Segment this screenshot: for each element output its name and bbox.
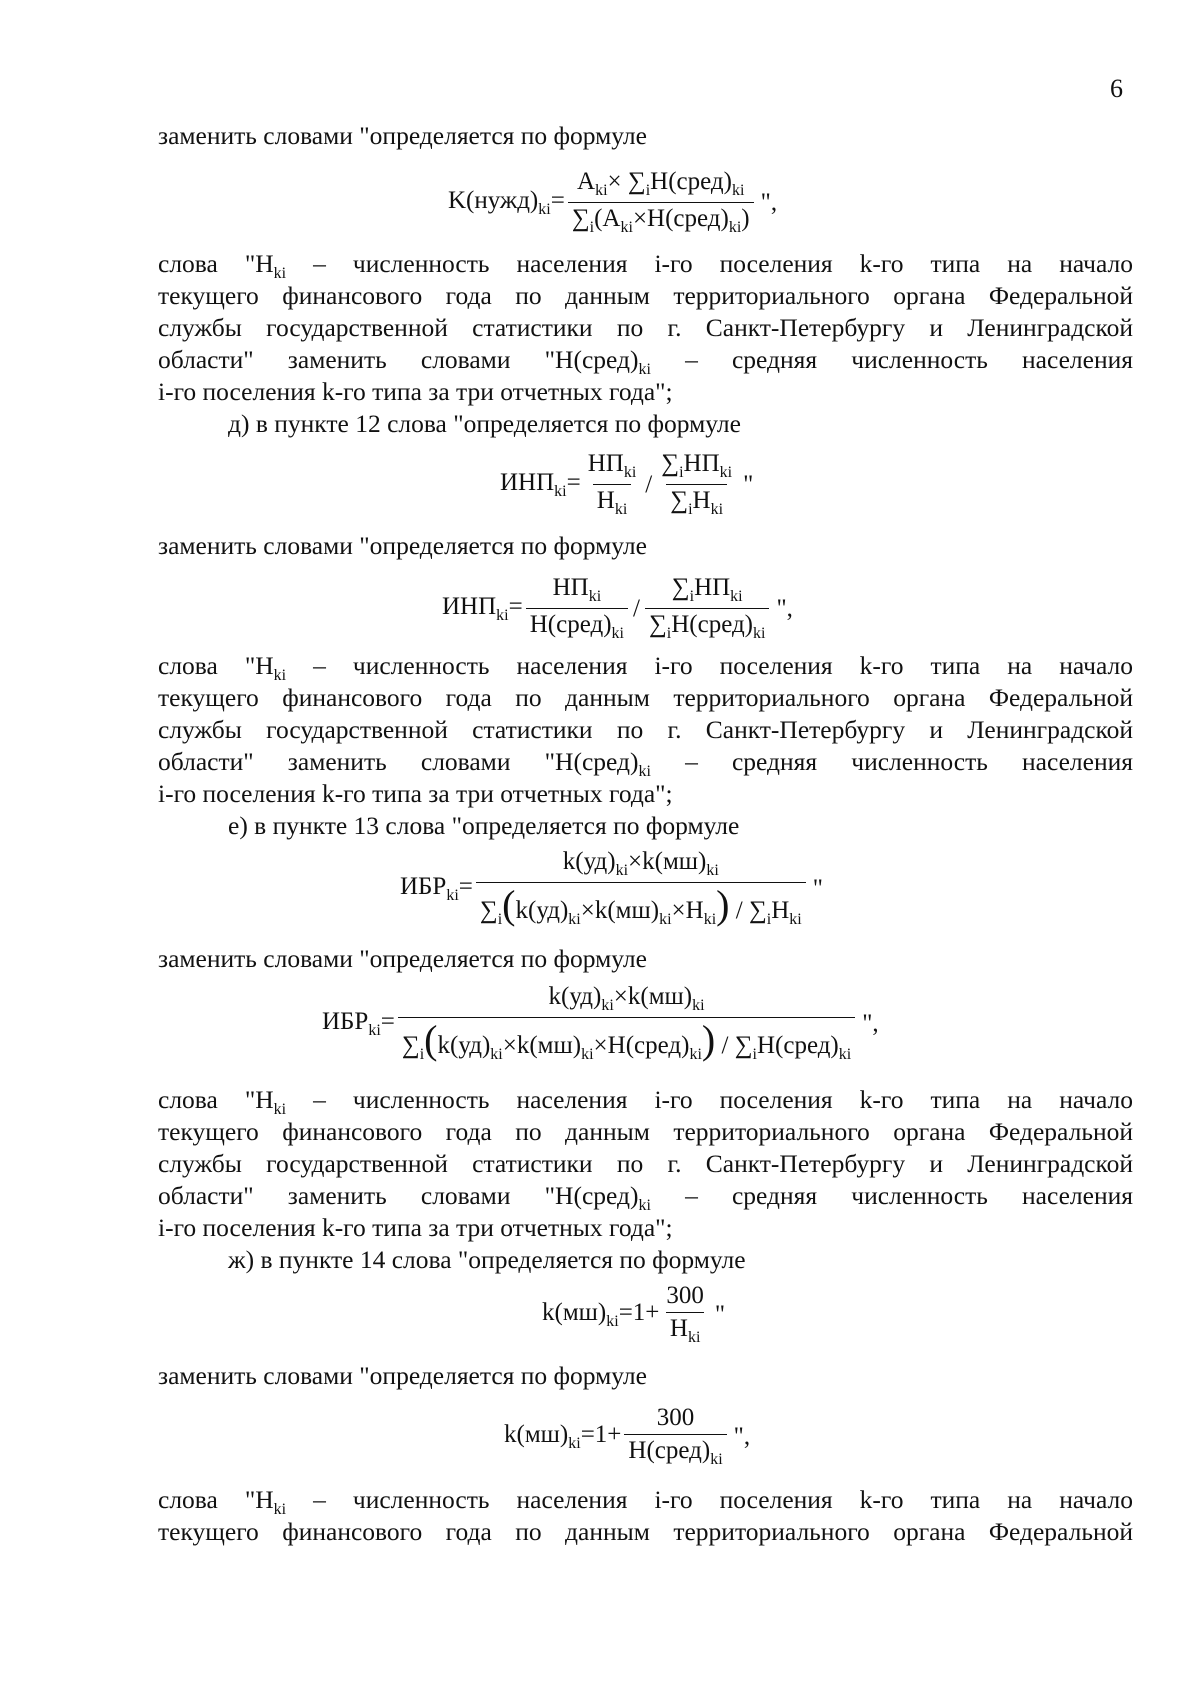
text-line: i-го поселения k-го типа за три отчетных года"; <box>158 1213 673 1242</box>
text-line: ж) в пункте 14 слова "определяется по формуле <box>228 1245 746 1274</box>
text-line: службы государственной статистики по г. Санкт-Петербургу и Ленинградской <box>158 313 1133 342</box>
text-line: текущего финансового года по данным территориального органа Федеральной <box>158 1517 1133 1546</box>
formula-inp-old: $ИНП_{ki}=$ $\frac{НП_{ki}}{Н_{ki}}$ / $\frac{\sum_iНП_{ki}}{\sum_iН_{ki}}$ " <box>500 450 754 518</box>
text-line: службы государственной статистики по г. Санкт-Петербургу и Ленинградской <box>158 1149 1133 1178</box>
text-line: д) в пункте 12 слова "определяется по формуле <box>228 409 741 438</box>
fraction: $\frac{A_{ki}\times \sum_iН(сред)_{ki}}{\sum_i(A_{ki}\times Н(сред)_{ki})}$ <box>568 168 754 237</box>
text-line: слова "$Н_{ki}$ – численность населения i-го поселения k-го типа на начало <box>158 1485 1134 1519</box>
text-line: i-го поселения k-го типа за три отчетных года"; <box>158 779 673 808</box>
text-line: заменить словами "определяется по формуле <box>158 531 647 560</box>
text-line: заменить словами "определяется по формуле <box>158 944 647 973</box>
formula-ibr-new: $ИБР_{ki}=$ $\frac{k(уд)_{ki}\times k(мш)_{ki}}{\sum_i(k(уд)_{ki}\times k(мш)_{ki}\times Н(сред)_{ki}) / \sum_iН(сред)_{ki}}$ ", <box>322 983 879 1063</box>
text-line: текущего финансового года по данным территориального органа Федеральной <box>158 683 1133 712</box>
text-line: i-го поселения k-го типа за три отчетных года"; <box>158 377 673 406</box>
formula-lhs: $K(нужд)_{ki}=$ <box>448 186 565 218</box>
formula-kmsh-new: $k(мш)_{ki}=1+$ $\frac{300}{Н(сред)_{ki}}$ ", <box>504 1404 751 1468</box>
formula-k-nuzhd: $K(нужд)_{ki}=$ $\frac{A_{ki}\times \sum_iН(сред)_{ki}}{\sum_i(A_{ki}\times Н(сред)_{ki})}$ ", <box>448 168 778 236</box>
formula-kmsh-old: $k(мш)_{ki}=1+$ $\frac{300}{Н_{ki}}$ " <box>542 1282 726 1346</box>
text-line: заменить словами "определяется по формуле <box>158 121 647 150</box>
formula-inp-new: $ИНП_{ki}=$ $\frac{НП_{ki}}{Н(сред)_{ki}}$ / $\frac{\sum_iНП_{ki}}{\sum_iН(сред)_{ki}}$ ", <box>442 574 793 642</box>
text-line: слова "$Н_{ki}$ – численность населения i-го поселения k-го типа на начало <box>158 1085 1134 1119</box>
text-line: е) в пункте 13 слова "определяется по формуле <box>228 811 740 840</box>
text-line: слова "$Н_{ki}$ – численность населения i-го поселения k-го типа на начало <box>158 249 1134 283</box>
text-line: слова "$Н_{ki}$ – численность населения i-го поселения k-го типа на начало <box>158 651 1134 685</box>
text-line: текущего финансового года по данным территориального органа Федеральной <box>158 1117 1133 1146</box>
text-line: службы государственной статистики по г. Санкт-Петербургу и Ленинградской <box>158 715 1133 744</box>
text-line: текущего финансового года по данным территориального органа Федеральной <box>158 281 1133 310</box>
text-line: заменить словами "определяется по формуле <box>158 1361 647 1390</box>
text-line: области" заменить словами "$Н(сред)_{ki}$ – средняя численность населения <box>158 747 1134 781</box>
page-number: 6 <box>1110 74 1123 103</box>
text-line: области" заменить словами "$Н(сред)_{ki}$ – средняя численность населения <box>158 1181 1134 1215</box>
formula-ibr-old: $ИБР_{ki}=$ $\frac{k(уд)_{ki}\times k(мш)_{ki}}{\sum_i(k(уд)_{ki}\times k(мш)_{ki}\times Н_{ki}) / \sum_iН_{ki}}$ " <box>400 848 823 928</box>
text-line: области" заменить словами "$Н(сред)_{ki}$ – средняя численность населения <box>158 345 1134 379</box>
